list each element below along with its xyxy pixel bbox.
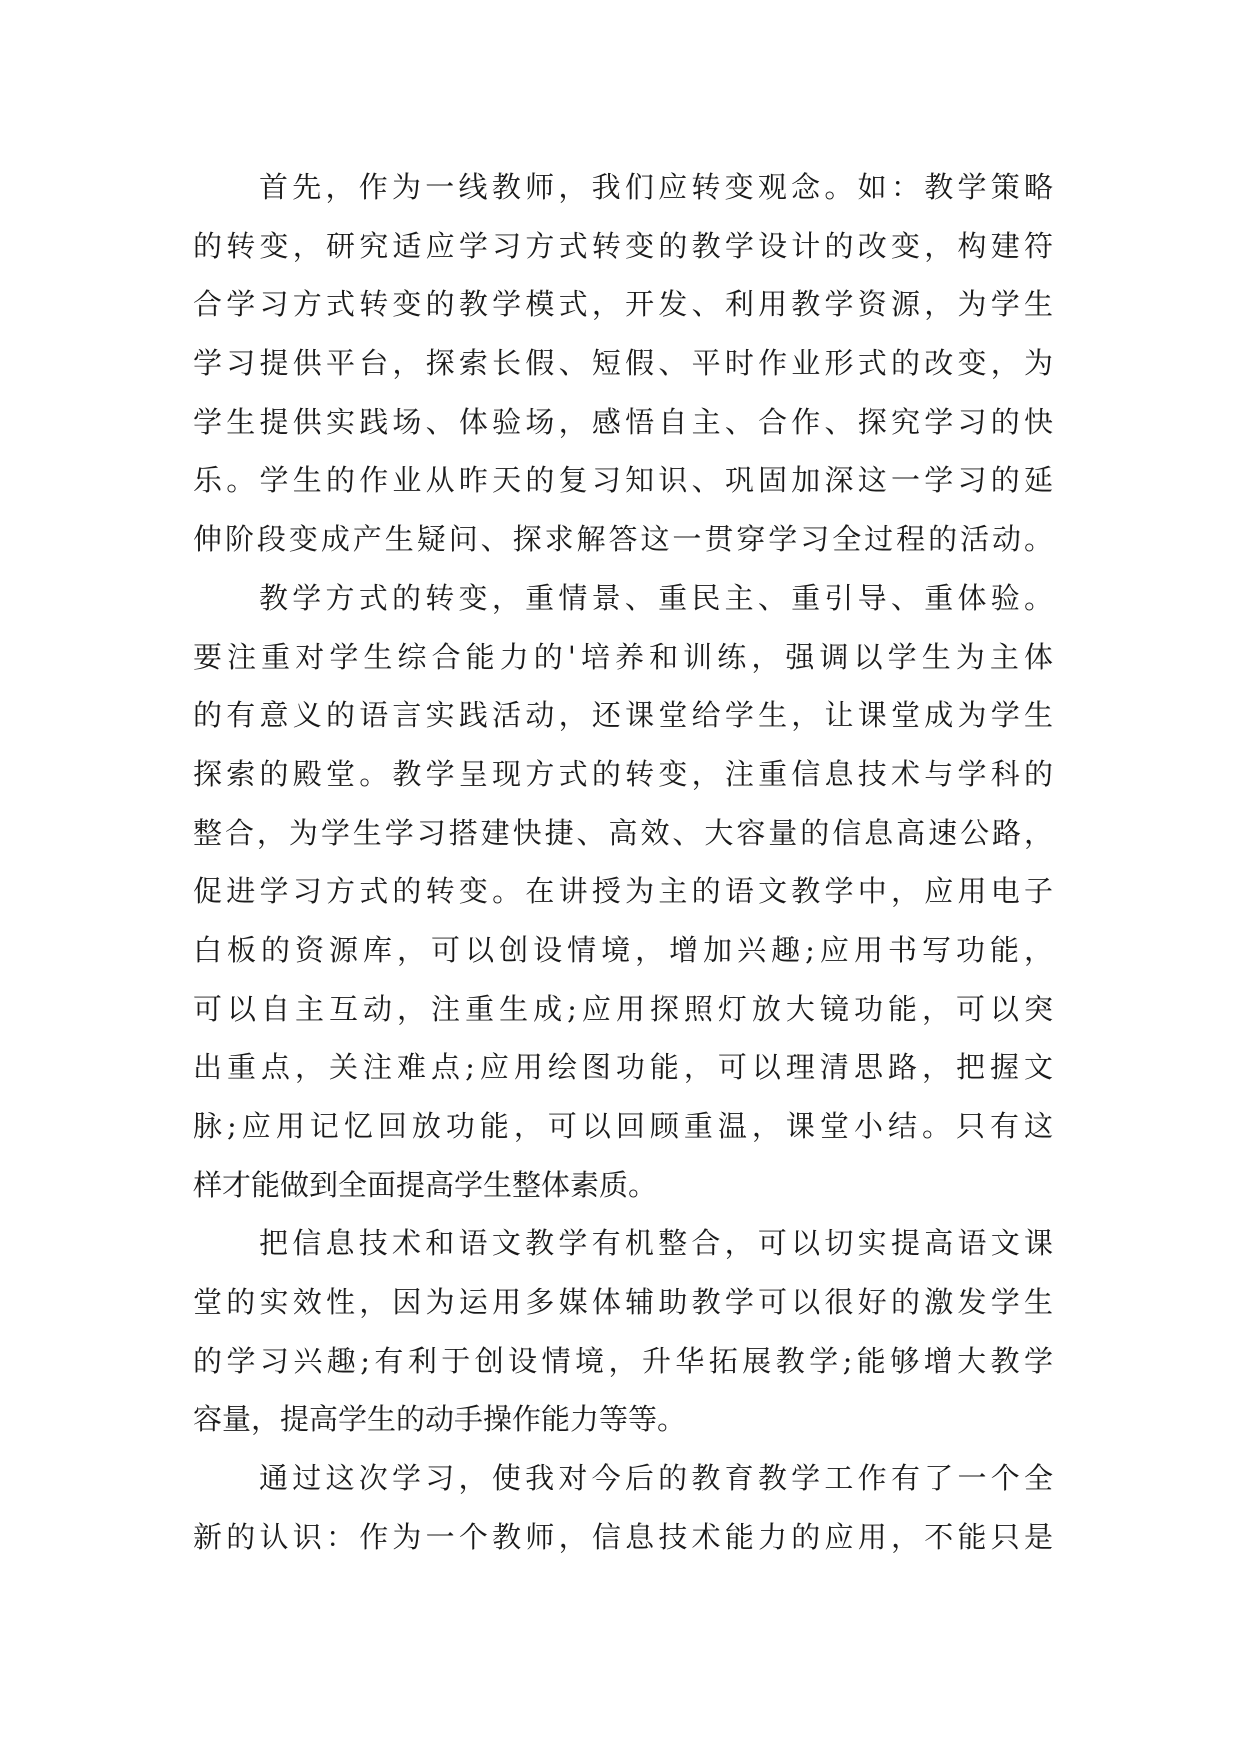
body-text	[193, 158, 1053, 1567]
text-line: 探索的殿堂。教学呈现方式的转变，注重信息技术与学科的	[193, 756, 1053, 791]
text-line: 出重点，关注难点;应用绘图功能，可以理清思路，把握文	[193, 1050, 1053, 1085]
text-line: 把信息技术和语文教学有机整合，可以切实提高语文课	[259, 1226, 1053, 1261]
text-line: 伸阶段变成产生疑问、探求解答这一贯穿学习全过程的活动。	[193, 522, 1053, 557]
text-line: 首先，作为一线教师，我们应转变观念。如：教学策略	[259, 170, 1053, 204]
text-line: 容量，提高学生的动手操作能力等等。	[193, 1402, 687, 1437]
text-line: 样才能做到全面提高学生整体素质。	[193, 1167, 658, 1202]
text-line: 的转变，研究适应学习方式转变的教学设计的改变，构建符	[193, 228, 1053, 263]
text-line: 乐。学生的作业从昨天的复习知识、巩固加深这一学习的延	[193, 463, 1053, 498]
text-line: 学习提供平台，探索长假、短假、平时作业形式的改变，为	[193, 346, 1053, 381]
text-line: 教学方式的转变，重情景、重民主、重引导、重体验。	[259, 580, 1053, 615]
text-line: 学生提供实践场、体验场，感悟自主、合作、探究学习的快	[193, 404, 1053, 439]
text-line: 整合，为学生学习搭建快捷、高效、大容量的信息高速公路，	[193, 815, 1053, 850]
text-line: 堂的实效性，因为运用多媒体辅助教学可以很好的激发学生	[193, 1285, 1053, 1320]
text-line: 的学习兴趣;有利于创设情境，升华拓展教学;能够增大教学	[193, 1343, 1053, 1378]
text-line: 通过这次学习，使我对今后的教育教学工作有了一个全	[259, 1461, 1053, 1496]
text-line: 合学习方式转变的教学模式，开发、利用教学资源，为学生	[193, 287, 1053, 322]
text-line: 脉;应用记忆回放功能，可以回顾重温，课堂小结。只有这	[193, 1109, 1053, 1143]
text-line: 要注重对学生综合能力的'培养和训练，强调以学生为主体	[193, 639, 1053, 674]
text-line: 白板的资源库，可以创设情境，增加兴趣;应用书写功能，	[193, 932, 1053, 967]
text-line: 可以自主互动，注重生成;应用探照灯放大镜功能，可以突	[193, 991, 1053, 1026]
text-line: 新的认识：作为一个教师，信息技术能力的应用，不能只是	[193, 1519, 1053, 1554]
text-line: 促进学习方式的转变。在讲授为主的语文教学中，应用电子	[193, 874, 1053, 909]
text-line: 的有意义的语言实践活动，还课堂给学生，让课堂成为学生	[193, 698, 1053, 733]
